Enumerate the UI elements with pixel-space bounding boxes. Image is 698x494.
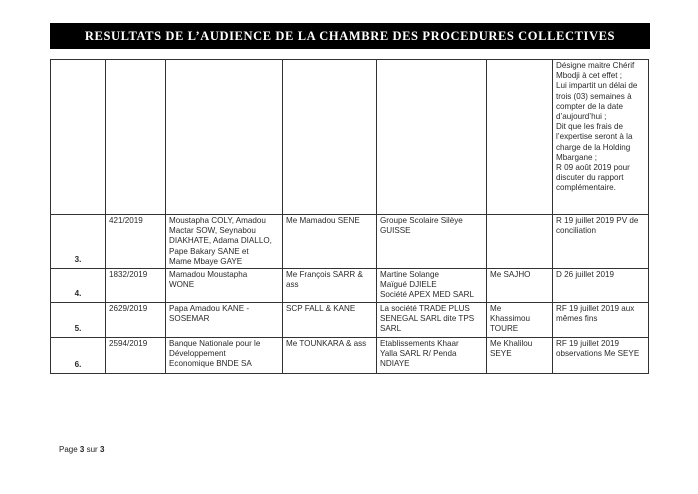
page-title-banner: [50, 23, 650, 49]
cell-line: Mame Mbaye GAYE: [169, 256, 243, 266]
cell-defendant: [377, 60, 487, 215]
cell-line: Groupe Scolaire Silèye: [380, 216, 463, 225]
cell-ref: [106, 269, 166, 303]
cell-line: Mamadou Moustapha: [169, 270, 248, 280]
cell-line: charge de la Holding: [556, 142, 631, 152]
cell-defendant-lawyer: [487, 303, 553, 338]
cell-line: Développement: [169, 349, 226, 359]
cell-line: d’aujourd’hui ;: [556, 112, 607, 122]
cell-line: 2629/2019: [109, 304, 148, 314]
cell-plaintiff-lawyer: [283, 60, 377, 215]
cell-line: Me SAJHO: [490, 270, 531, 280]
cell-line: compter de la date: [556, 101, 624, 111]
cell-line: DIAKHATE, Adama DIALLO,: [169, 236, 272, 246]
cell-line: 2594/2019: [109, 339, 148, 349]
page-title: RESULTATS DE L’AUDIENCE DE LA CHAMBRE DES PROCEDURES COLLECTIVES: [84, 28, 616, 43]
cell-defendant: [377, 215, 487, 269]
results-table: [50, 59, 649, 374]
cell-line: Etablissements Khaar: [380, 339, 459, 349]
cell-plaintiff: [166, 303, 283, 338]
cell-decision: [553, 215, 649, 269]
cell-number: 5.: [51, 303, 106, 338]
cell-plaintiff-lawyer: [283, 215, 377, 269]
cell-plaintiff: [166, 338, 283, 374]
cell-line: Me François SARR &: [286, 270, 363, 280]
cell-line: Dit que les frais de: [556, 122, 624, 132]
cell-line: RF 19 juillet 2019 aux: [556, 304, 635, 314]
cell-line: Me: [490, 304, 502, 314]
cell-line: SARL: [380, 324, 402, 334]
cell-line: SCP FALL & KANE: [286, 304, 356, 314]
footer-sur: sur: [86, 445, 98, 454]
cell-line: Maïgué DJIELE: [380, 280, 437, 290]
table-row: [51, 269, 649, 303]
cell-ref: [106, 338, 166, 374]
cell-line: ass: [286, 280, 299, 290]
cell-line: D 26 juillet 2019: [556, 270, 615, 280]
cell-number: 6.: [51, 338, 106, 374]
cell-line: GUISSE: [380, 226, 411, 236]
cell-line: conciliation: [556, 226, 597, 236]
cell-line: Banque Nationale pour le: [169, 339, 261, 349]
cell-line: R 09 août 2019 pour: [556, 163, 630, 173]
cell-line: trois (03) semaines à: [556, 91, 632, 101]
cell-line: 421/2019: [109, 216, 143, 225]
cell-line: Pape Bakary SANE et: [169, 246, 249, 256]
table-row: [51, 338, 649, 374]
cell-line: Yalla SARL R/ Penda: [380, 349, 457, 359]
cell-line: 1832/2019: [109, 270, 148, 280]
cell-line: Lui impartit un délai de: [556, 81, 638, 91]
table-row-continuation: [51, 60, 649, 215]
cell-line: Société APEX MED SARL: [380, 290, 475, 300]
cell-line: TOURE: [490, 324, 519, 334]
cell-line: observations Me SEYE: [556, 349, 640, 359]
cell-ref: [106, 215, 166, 269]
cell-defendant-lawyer: [487, 338, 553, 374]
cell-line: Economique BNDE SA: [169, 359, 252, 369]
cell-plaintiff-lawyer: [283, 338, 377, 374]
cell-plaintiff: [166, 215, 283, 269]
cell-number: 3.: [51, 215, 106, 269]
cell-defendant: [377, 269, 487, 303]
cell-line: Khassimou: [490, 314, 531, 324]
cell-line: SENEGAL SARL dite TPS: [380, 314, 475, 324]
footer-prefix: Page: [59, 445, 78, 454]
page-footer: [59, 445, 104, 454]
cell-defendant-lawyer: [487, 269, 553, 303]
table-row: [51, 303, 649, 338]
cell-decision: [553, 269, 649, 303]
cell-defendant: [377, 338, 487, 374]
cell-ref: [106, 60, 166, 215]
cell-decision: [553, 303, 649, 338]
cell-defendant: [377, 303, 487, 338]
cell-defendant-lawyer: [487, 215, 553, 269]
cell-line: Me TOUNKARA & ass: [286, 339, 367, 349]
cell-line: mêmes fins: [556, 314, 598, 324]
cell-defendant-lawyer: [487, 60, 553, 215]
cell-number: [51, 60, 106, 215]
cell-line: Me Mamadou SENE: [286, 216, 360, 225]
cell-line: Mactar SOW, Seynabou: [169, 226, 256, 236]
cell-line: SEYE: [490, 349, 512, 359]
cell-line: NDIAYE: [380, 359, 410, 369]
cell-line: Mbodji à cet effet ;: [556, 71, 622, 81]
cell-plaintiff-lawyer: [283, 269, 377, 303]
cell-plaintiff: [166, 269, 283, 303]
cell-line: La société TRADE PLUS: [380, 304, 470, 314]
footer-total-pages: 3: [99, 445, 105, 454]
cell-line: Désigne maitre Chérif: [556, 61, 635, 70]
cell-ref: [106, 303, 166, 338]
cell-line: Mbargane ;: [556, 152, 597, 162]
cell-decision: [553, 60, 649, 215]
cell-line: complémentaire.: [556, 183, 616, 193]
cell-line: RF 19 juillet 2019: [556, 339, 619, 349]
table-row: [51, 215, 649, 269]
cell-line: Papa Amadou KANE -: [169, 304, 250, 314]
cell-number: 4.: [51, 269, 106, 303]
cell-plaintiff: [166, 60, 283, 215]
cell-line: R 19 juillet 2019 PV de: [556, 216, 639, 225]
cell-line: Martine Solange: [380, 270, 439, 280]
cell-line: Me Khalilou: [490, 339, 533, 349]
cell-line: WONE: [169, 280, 195, 290]
cell-line: SOSEMAR: [169, 314, 210, 324]
cell-plaintiff-lawyer: [283, 303, 377, 338]
cell-decision: [553, 338, 649, 374]
cell-line: discuter du rapport: [556, 173, 624, 183]
footer-current-page: 3: [79, 445, 85, 454]
cell-line: l’expertise seront à la: [556, 132, 633, 142]
cell-line: Moustapha COLY, Amadou: [169, 216, 266, 225]
